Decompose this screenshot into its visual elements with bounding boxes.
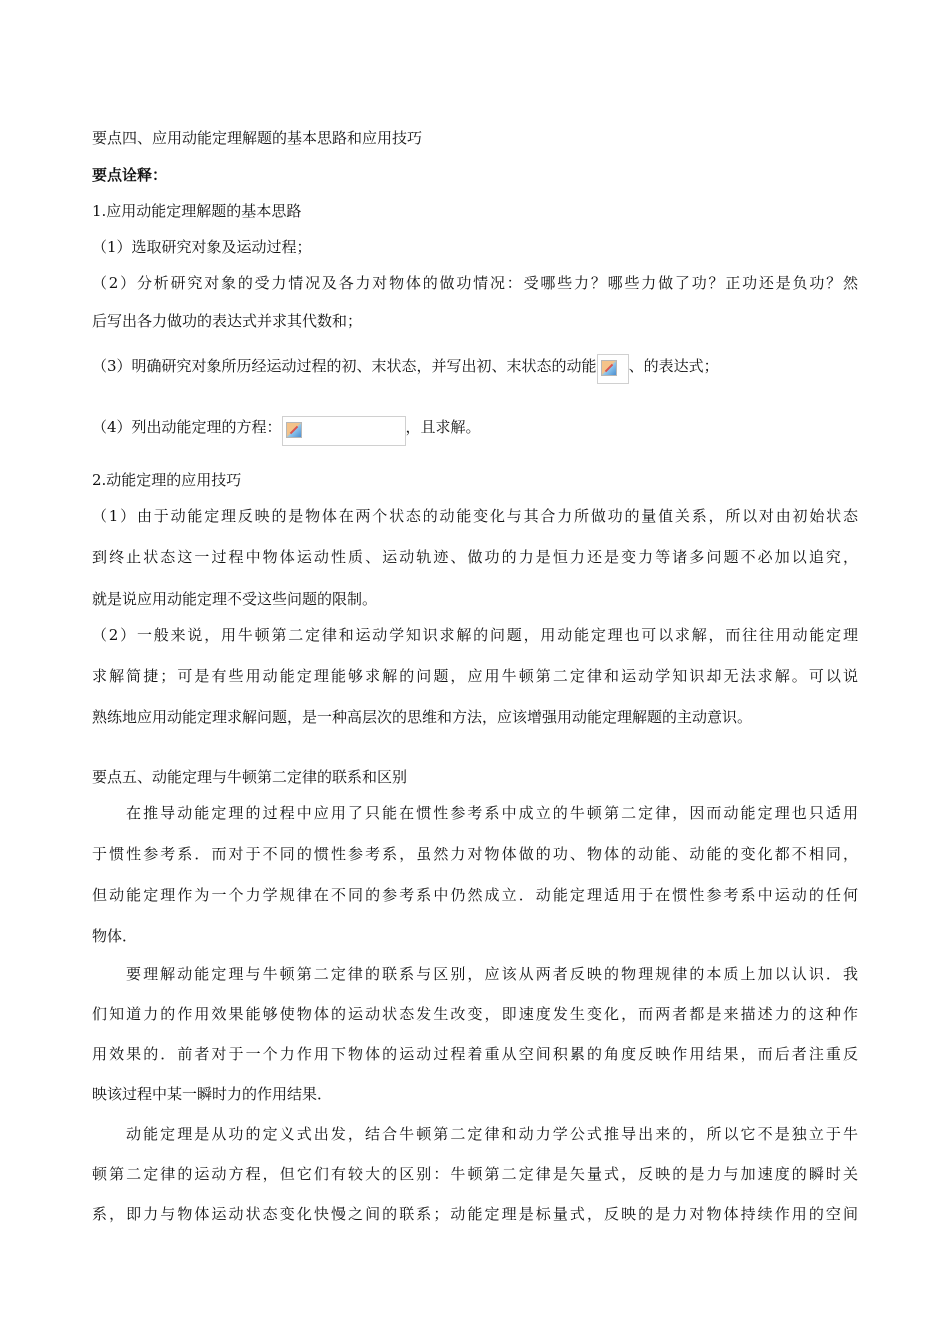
notes-label: 要点诠释： <box>92 166 168 184</box>
para3-line2: 顿第二定律的运动方程，但它们有较大的区别：牛顿第二定律是矢量式，反映的是力与加速度的瞬时关 <box>92 1165 858 1183</box>
section4-heading: 要点四、应用动能定理解题的基本思路和应用技巧 <box>92 129 423 147</box>
kinetic-theorem-equation-image <box>282 416 406 446</box>
tip1-line3: 就是说应用动能定理不受这些问题的限制。 <box>92 590 378 608</box>
para1-line3: 但动能定理作为一个力学规律在不同的参考系中仍然成立．动能定理适用于在惯性参考系中运动的任何 <box>92 886 858 904</box>
para1-line1: 在推导动能定理的过程中应用了只能在惯性参考系中成立的牛顿第二定律，因而动能定理也只适用 <box>126 804 858 822</box>
step-3 <box>92 350 719 384</box>
step-4-text: （4）列出动能定理的方程： <box>92 418 282 436</box>
step-2-line2: 后写出各力做功的表达式并求其代数和； <box>92 312 363 330</box>
para2-line3: 用效果的．前者对于一个力作用下物体的运动过程着重从空间积累的角度反映作用结果，而后者注重反 <box>92 1045 858 1063</box>
para1-line4: 物体． <box>92 927 138 945</box>
para2-line1: 要理解动能定理与牛顿第二定律的联系与区别，应该从两者反映的物理规律的本质上加以认识．我 <box>126 965 858 983</box>
step-2-line1: （2）分析研究对象的受力情况及各力对物体的做功情况：受哪些力？哪些力做了功？正功还是负功？然 <box>92 274 858 292</box>
para1-line2: 于惯性参考系．而对于不同的惯性参考系，虽然力对物体做的功、物体的动能、动能的变化都不相同， <box>92 845 858 863</box>
step-4 <box>92 410 481 446</box>
tip2-line2: 求解简捷；可是有些用动能定理能够求解的问题，应用牛顿第二定律和运动学知识却无法求解。可以说 <box>92 667 858 685</box>
para2-line2: 们知道力的作用效果能够使物体的运动状态发生改变，即速度发生变化，而两者都是来描述力的这种作 <box>92 1005 858 1023</box>
step-1: （1）选取研究对象及运动过程； <box>92 238 312 256</box>
tip1-line1: （1）由于动能定理反映的是物体在两个状态的动能变化与其合力所做功的量值关系，所以对由初始状态 <box>92 507 858 525</box>
para2-line4: 映该过程中某一瞬时力的作用结果． <box>92 1085 333 1103</box>
step-4-suffix: ，且求解。 <box>405 418 481 436</box>
tip2-line3: 熟练地应用动能定理求解问题，是一种高层次的思维和方法，应该增强用动能定理解题的主动意识。 <box>92 708 753 726</box>
para3-line1: 动能定理是从功的定义式出发，结合牛顿第二定律和动力学公式推导出来的，所以它不是独立于牛 <box>126 1125 858 1143</box>
p1-title: 1.应用动能定理解题的基本思路 <box>92 202 302 220</box>
broken-image-icon <box>601 360 617 376</box>
broken-image-icon <box>286 422 302 438</box>
p2-title: 2.动能定理的应用技巧 <box>92 471 242 489</box>
section5-heading: 要点五、动能定理与牛顿第二定律的联系和区别 <box>92 768 408 786</box>
step-3-suffix: 、的表达式； <box>628 357 719 375</box>
kinetic-energy-formula-image <box>597 354 629 384</box>
tip1-line2: 到终止状态这一过程中物体运动性质、运动轨迹、做功的力是恒力还是变力等诸多问题不必加以追究， <box>92 548 858 566</box>
para3-line3: 系，即力与物体运动状态变化快慢之间的联系；动能定理是标量式，反映的是力对物体持续作用的空间 <box>92 1205 858 1223</box>
step-3-text: （3）明确研究对象所历经运动过程的初、末状态，并写出初、末状态的动能 <box>92 357 597 375</box>
tip2-line1: （2）一般来说，用牛顿第二定律和运动学知识求解的问题，用动能定理也可以求解，而往往用动能定理 <box>92 626 858 644</box>
